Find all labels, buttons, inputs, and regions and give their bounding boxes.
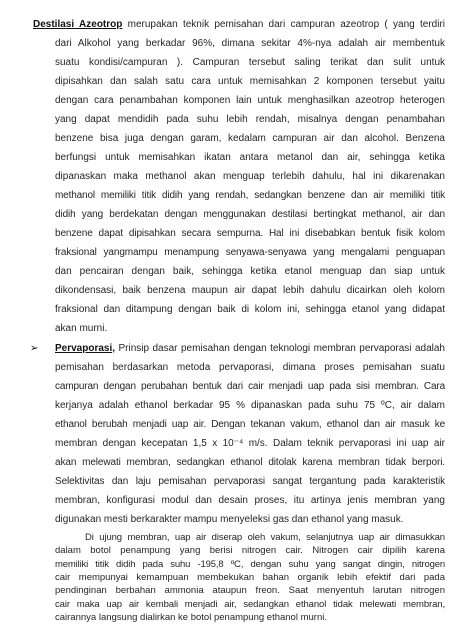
paragraph-line: membran, konfigurasi modul dan desain proses, itu artinya jenis membran yang	[55, 495, 445, 506]
paragraph-line: yang dapat mendidih pada suhu lebih rendah, misalnya dengan penambahan	[55, 114, 445, 125]
paragraph-line: ethanol berubah menjadi uap air. Dengan tekanan vakum, ethanol dan air masuk ke	[55, 419, 445, 430]
paragraph-line: cair maka uap air kembali menjadi air, sedangkan ethanol tidak melewati membran,	[55, 598, 445, 610]
paragraph-line: pendinginan berbahan ammonia ataupun freon. Saat menyentuh larutan nitrogen	[55, 585, 445, 597]
paragraph-line: membran dengan kecepatan 1,5 x 10⁻⁴ m/s. Dalam teknik pervaporasi ini uap air	[55, 438, 445, 449]
bullet-arrow-icon: ➢	[30, 343, 39, 354]
section-title-pervaporasi: Pervaporasi,	[55, 343, 116, 354]
paragraph-line: kerjanya adalah ethanol berkadar 95 % dipanaskan pada suhu 75 ºC, air dalam	[55, 400, 445, 411]
paragraph-line: Pervaporasi, Prinsip dasar pemisahan dengan teknologi membran pervaporasi adalah	[55, 343, 445, 354]
paragraph-line: Selektivitas dan laju pemisahan pervaporasi sangat tergantung pada karakteristik	[55, 476, 445, 487]
paragraph-line: cairannya langsung dialirkan ke botol penampung ethanol murni.	[55, 612, 327, 623]
paragraph-line: dan pencairan dengan baik, sehingga ketika etanol menguap dan siap untuk	[55, 266, 445, 277]
paragraph-line: digunakan mesti berkarakter mampu menyeleksi gas dan ethanol yang masuk.	[55, 514, 404, 525]
paragraph-line: cair mempunyai kemampuan membekukan bahan organik lebih efektif dari pada	[55, 572, 445, 583]
paragraph-line: memiliki titik didih pada suhu -195,8 ºC, dengan suhu yang sangat dingin, nitrogen	[55, 558, 445, 570]
paragraph-line: suatu kondisi/campuran ). Campuran tersebut saling terikat dan sulit untuk	[55, 57, 445, 68]
paragraph-line: fraksional yangmampu menampung senyawa-senyawa yang mengalami penguapan	[55, 247, 445, 258]
paragraph-line: akan murni.	[55, 323, 108, 334]
paragraph-line: Di ujung membran, uap air diserap oleh vakum, selanjutnya uap air dimasukkan	[85, 532, 445, 543]
paragraph-line: dipisahkan dan salah satu cara untuk memisahkan 2 komponen tersebut yaitu	[55, 76, 445, 87]
paragraph-line: fraksional dan ditampung dengan baik di kolom ini, sehingga etanol yang didapat	[55, 304, 445, 315]
paragraph-line: pemisahan berdasarkan metoda pervaporasi, dimana proses pemisahan suatu	[55, 362, 445, 373]
paragraph-line: didih yang berdekatan dengan menggunakan destilasi bertingkat methanol, air dan	[55, 209, 445, 220]
paragraph-line: campuran dengan perubahan bentuk dari cair menjadi uap pada sisi membran. Cara	[55, 381, 445, 392]
paragraph-line: benzene dapat dipisahkan secara sempurna. Hal ini disebabkan bentuk fisik kolom	[55, 228, 445, 239]
paragraph-line: methanol memiliki titik didih yang rendah, sedangkan benzene dan air memiliki titik	[55, 190, 445, 201]
paragraph-line: Destilasi Azeotrop merupakan teknik pemisahan dari campuran azeotrop ( yang terdiri	[33, 19, 446, 30]
paragraph-line: dalam botol penampung yang berisi nitrogen cair. Nitrogen cair dipilih karena	[55, 545, 445, 557]
paragraph-line: dari Alkohol yang berkadar 96%, dimana sekitar 4%-nya adalah air membentuk	[55, 38, 445, 49]
paragraph-line: akan melewati membran, sedangkan ethanol ditolak karena membran tidak berpori.	[55, 457, 445, 468]
paragraph-line: berfungsi untuk memisahkan ikatan antara metanol dan air, sehingga ketika	[55, 152, 445, 163]
paragraph-line: dipanaskan maka methanol akan menguap terlebih dahulu, hal ini dikarenakan	[55, 171, 445, 182]
paragraph-line: dikondensasi, baik benzena maupun air dapat lebih dahulu dicairkan oleh kolom	[55, 285, 445, 296]
section-title-destilasi: Destilasi Azeotrop	[33, 19, 123, 30]
paragraph-line: dengan cara penambahan komponen lain untuk menghasilkan azeotrop heterogen	[55, 95, 445, 106]
paragraph-line: benzene bisa juga dengan garam, kedalam campuran air dan alcohol. Benzena	[55, 133, 445, 144]
